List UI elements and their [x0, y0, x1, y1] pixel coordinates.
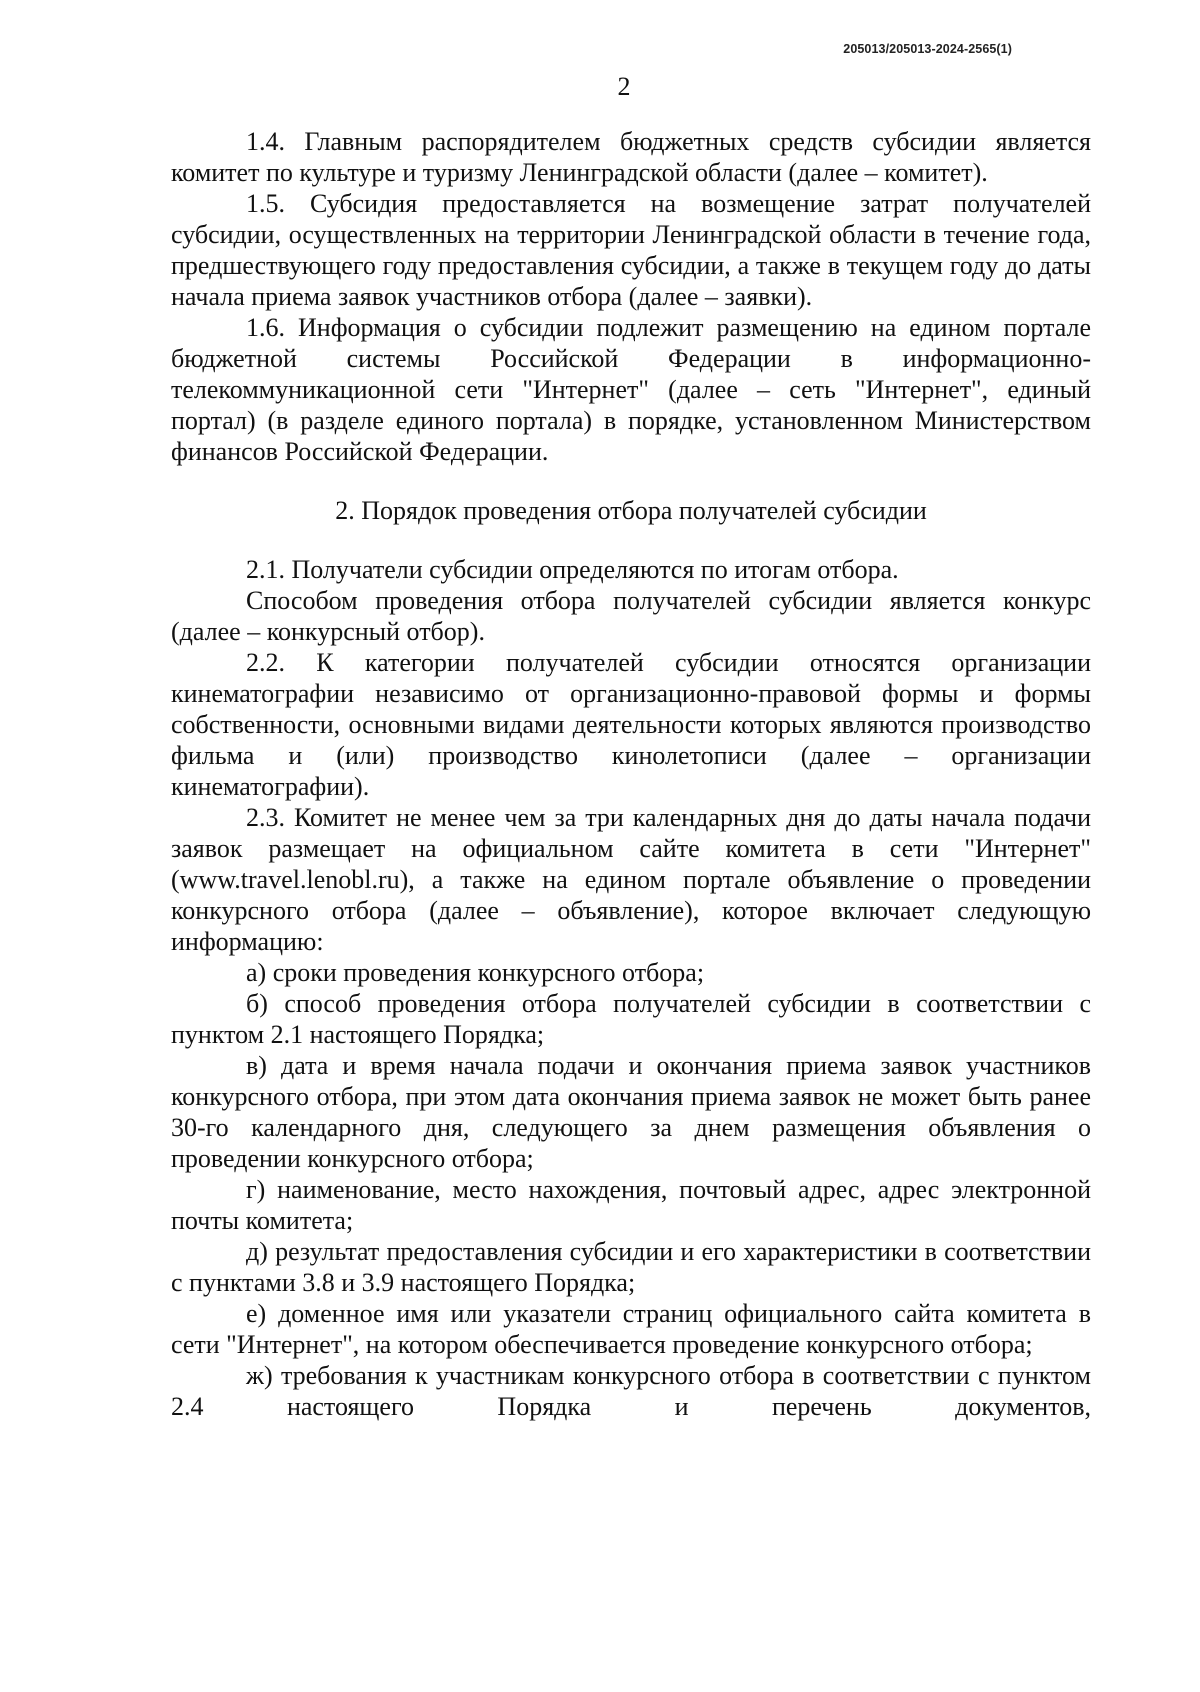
list-item-e: е) доменное имя или указатели страниц официального сайта комитета в сети "Интернет", на котором обеспечивается проведение конкурсного отбора; [171, 1299, 1091, 1359]
list-item-b: б) способ проведения отбора получателей субсидии в соответствии с пунктом 2.1 настоящего Порядка; [171, 989, 1091, 1049]
list-item-v: в) дата и время начала подачи и окончания приема заявок участников конкурсного отбора, при этом дата окончания приема заявок не может быть ранее 30-го календарного дня, следующего за днем размещения объявления о проведении конкурсного отбора; [171, 1051, 1091, 1173]
list-item-d: д) результат предоставления субсидии и его характеристики в соответствии с пунктами 3.8 и 3.9 настоящего Порядка; [171, 1237, 1091, 1297]
document-id: 205013/205013-2024-2565(1) [843, 42, 1012, 56]
section-2-heading: 2. Порядок проведения отбора получателей субсидии [335, 496, 927, 525]
list-item-a: а) сроки проведения конкурсного отбора; [246, 958, 705, 987]
paragraph-2-3: 2.3. Комитет не менее чем за три календарных дня до даты начала подачи заявок размещает на официальном сайте комитета в сети "Интернет" (www.travel.lenobl.ru), а также на едином портале объявление о проведении конкурсного отбора (далее – объявление), которое включает следующую информацию: [171, 803, 1091, 956]
paragraph-1-4: 1.4. Главным распорядителем бюджетных средств субсидии является комитет по культуре и туризму Ленинградской области (далее – комитет). [171, 127, 1091, 187]
paragraph-2-1-method: Способом проведения отбора получателей субсидии является конкурс (далее – конкурсный отбор). [171, 586, 1091, 646]
paragraph-2-1: 2.1. Получатели субсидии определяются по итогам отбора. [246, 555, 899, 584]
paragraph-2-2: 2.2. К категории получателей субсидии относятся организации кинематографии независимо от организационно-правовой формы и формы собственности, основными видами деятельности которых являются производство фильма и (или) производство кинолетописи (далее – организации кинематографии). [171, 648, 1091, 801]
paragraph-1-6: 1.6. Информация о субсидии подлежит размещению на едином портале бюджетной системы Российской Федерации в информационно-телекоммуникационной сети "Интернет" (далее – сеть "Интернет", единый портал) (в разделе единого портала) в порядке, установленном Министерством финансов Российской Федерации. [171, 313, 1091, 466]
page-number: 2 [617, 72, 631, 101]
paragraph-1-5: 1.5. Субсидия предоставляется на возмещение затрат получателей субсидии, осуществленных на территории Ленинградской области в течение года, предшествующего году предоставления субсидии, а также в текущем году до даты начала приема заявок участников отбора (далее – заявки). [171, 189, 1091, 311]
list-item-zh: ж) требования к участникам конкурсного отбора в соответствии с пунктом 2.4 настоящего Порядка и перечень документов, [171, 1361, 1091, 1421]
list-item-g: г) наименование, место нахождения, почтовый адрес, адрес электронной почты комитета; [171, 1175, 1091, 1235]
document-body [171, 126, 1091, 1422]
